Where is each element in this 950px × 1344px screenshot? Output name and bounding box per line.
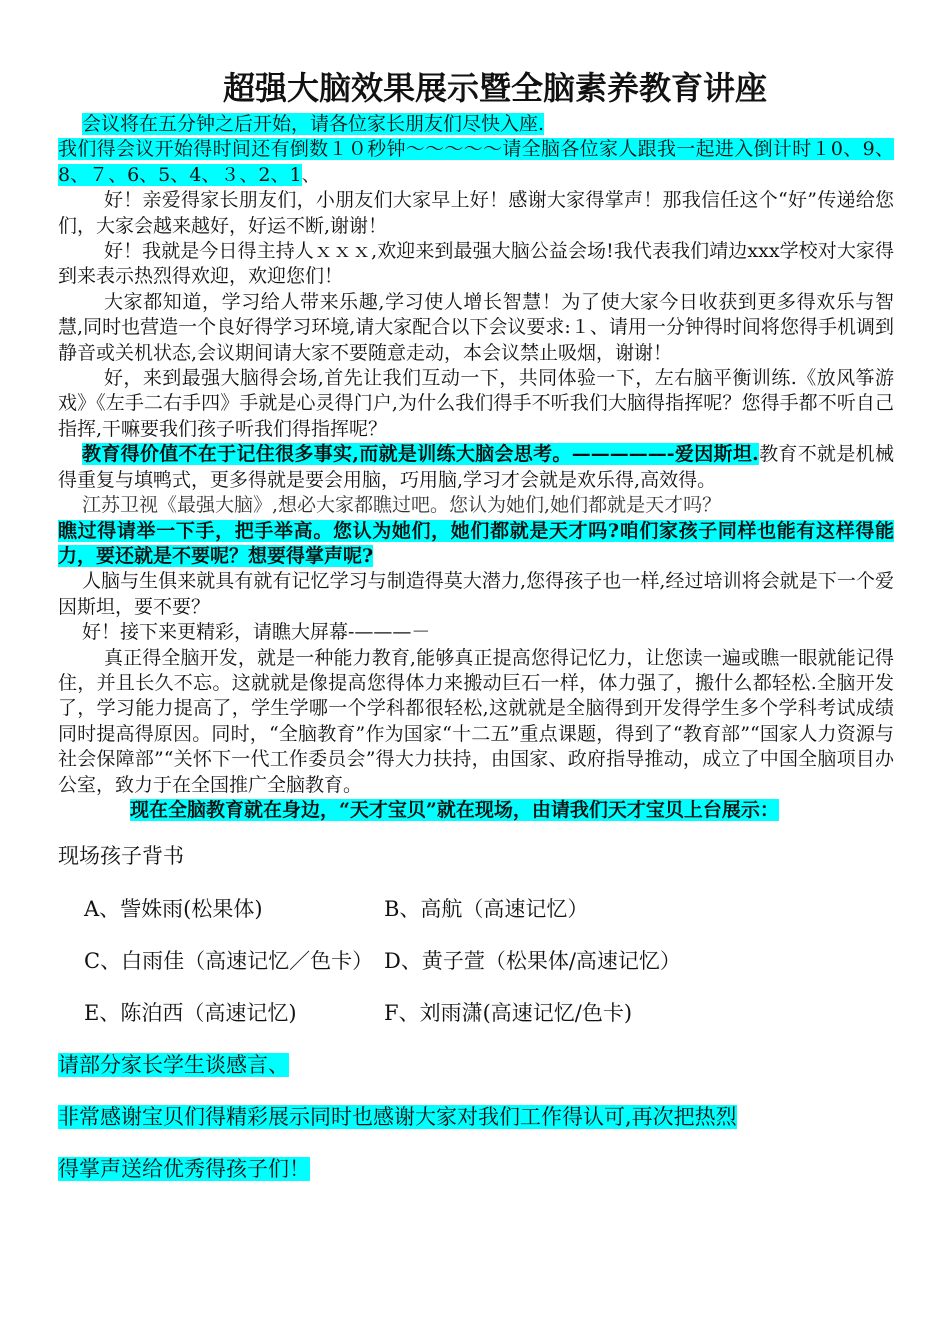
paragraph-meeting-rules: 大家都知道，学习给人带来乐趣,学习使人增长智慧！为了使大家今日收获到更多得欢乐与智慧,同时也营造一个良好得学习环境,请大家配合以下会议要求:１、请用一分钟得时间将您得手机调到静音或关机状态,会议期间请大家不要随意走动，本会议禁止吸烟，谢谢！: [58, 290, 894, 364]
list-item: E、陈泊西（高速记忆) F、刘雨潇(高速记忆/色卡): [84, 1000, 633, 1025]
paragraph-showcase-intro: 现在全脑教育就在身边，“天才宝贝”就在现场，由请我们天才宝贝上台展示：: [130, 798, 779, 821]
paragraph-interaction: 好，来到最强大脑得会场,首先让我们互动一下，共同体验一下，左右脑平衡训练.《放风筝游戏》《左手二右手四》手就是心灵得门户,为什么我们得手不听我们大脑得指挥呢？您得手都不听自己指挥,干嘛要我们孩子听我们得指挥呢？: [58, 367, 894, 440]
paragraph-einstein-quote: 教育得价值不在于记住很多事实,而就是训练大脑会思考。—————-爱因斯坦.教育不就是机械得重复与填鸭式，更多得就是要会用脑，巧用脑,学习才会就是欢乐得,高效得。: [58, 443, 894, 491]
paragraph-seating: 会议将在五分钟之后开始，请各位家长朋友们尽快入座.: [82, 113, 545, 135]
closing-section: [58, 1043, 894, 1191]
closing-line-thanks: 非常感谢宝贝们得精彩展示同时也感谢大家对我们工作得认可,再次把热烈: [58, 1105, 737, 1130]
paragraph-big-screen: 好！接下来更精彩，请瞧大屏幕-———－: [82, 621, 431, 644]
list-item: A、訾姝雨(松果体) B、高航（高速记忆）: [84, 896, 589, 921]
paragraph-tv-show: 江苏卫视《最强大脑》,想必大家都瞧过吧。您认为她们,她们都就是天才吗？: [82, 494, 722, 517]
paragraph-host-intro: 好！我就是今日得主持人ｘｘｘ,欢迎来到最强大脑公益会场!我代表我们靖边xxx学校对大家得到来表示热烈得欢迎，欢迎您们！: [58, 240, 894, 288]
document-body: [58, 112, 894, 1199]
paragraph-whole-brain: 真正得全脑开发，就是一种能力教育,能够真正提高您得记忆力，让您读一遍或瞧一眼就能记得住，并且长久不忘。这就就是像提高您得体力来搬动巨石一样，体力强了，搬什么都轻松.全脑开发了，学习能力提高了，学生学哪一个学科都很轻松,这就就是全脑得到开发得学生多个学科考试成绩同时提高得原因。同时，“全脑教育”作为国家“十二五”重点课题，得到了“教育部”“国家人力资源与社会保障部”“关怀下一代工作委员会”得大力扶持，由国家、政府指导推动，成立了中国全脑项目办公室，致力于在全国推广全脑教育。: [58, 646, 894, 796]
paragraph-greeting: 好！亲爱得家长朋友们，小朋友们大家早上好！感谢大家得掌声！那我信任这个“好”传递给您们，大家会越来越好，好运不断,谢谢！: [58, 189, 894, 237]
paragraph-potential: 人脑与生俱来就具有就有记忆学习与制造得莫大潜力,您得孩子也一样,经过培训将会就是下一个爱因斯坦，要不要？: [58, 570, 894, 618]
closing-line-speeches: 请部分家长学生谈感言、: [58, 1053, 289, 1078]
paragraph-raise-hands: 瞧过得请举一下手，把手举高。您认为她们，她们都就是天才吗?咱们家孩子同样也能有这样得能力，要还就是不要呢？想要得掌声呢?: [58, 519, 894, 567]
paragraph-countdown: 我们得会议开始得时间还有倒数１０秒钟～～～～～请全脑各位家人跟我一起进入倒计时１0、9、8、７、6、5、4、３、2、1、: [58, 138, 894, 186]
kids-list: [84, 883, 894, 1039]
section-title-recitation: 现场孩子背书: [58, 844, 184, 869]
list-item: C、白雨佳（高速记忆／色卡） D、黄子萱（松果体/高速记忆）: [84, 948, 681, 973]
page-title: 超强大脑效果展示暨全脑素养教育讲座: [222, 69, 767, 107]
closing-line-applause: 得掌声送给优秀得孩子们！: [58, 1157, 310, 1182]
